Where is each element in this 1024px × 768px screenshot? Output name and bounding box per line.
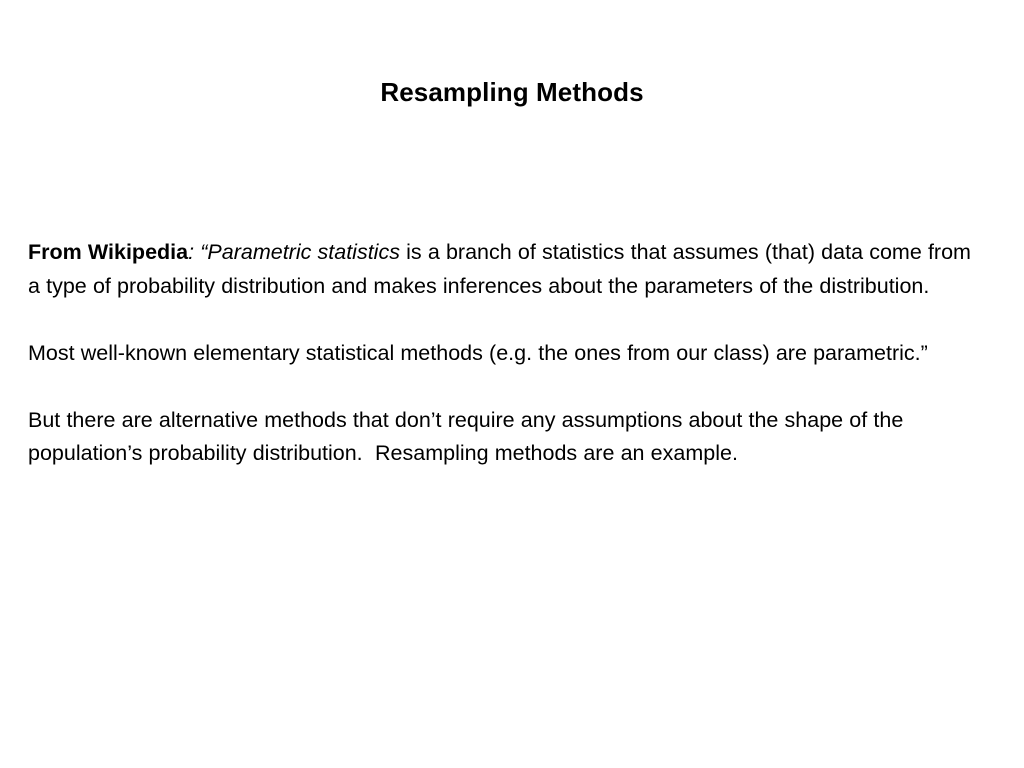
page-title: Resampling Methods: [380, 77, 644, 107]
parametric-statistics-term: “Parametric statistics: [200, 240, 400, 264]
source-attribution-label: From Wikipedia: [28, 240, 189, 264]
quote-colon: :: [188, 240, 201, 264]
paragraph-alternative-methods: [28, 404, 986, 471]
paragraph-wikipedia-quote: [28, 236, 986, 303]
parametric-definition-text: is a branch of statistics that assumes (that) data come from a type of probability distribution and makes inferences about the parameters of the distribution.: [28, 240, 971, 298]
slide-body: [28, 236, 986, 471]
alternative-methods-text: But there are alternative methods that don’t require any assumptions about the shape of the population’s probability distribution. Resampling methods are an example.: [28, 407, 910, 465]
paragraph-elementary-methods: [28, 337, 986, 371]
elementary-methods-text: Most well-known elementary statistical methods (e.g. the ones from our class) are parametric.”: [28, 340, 928, 365]
